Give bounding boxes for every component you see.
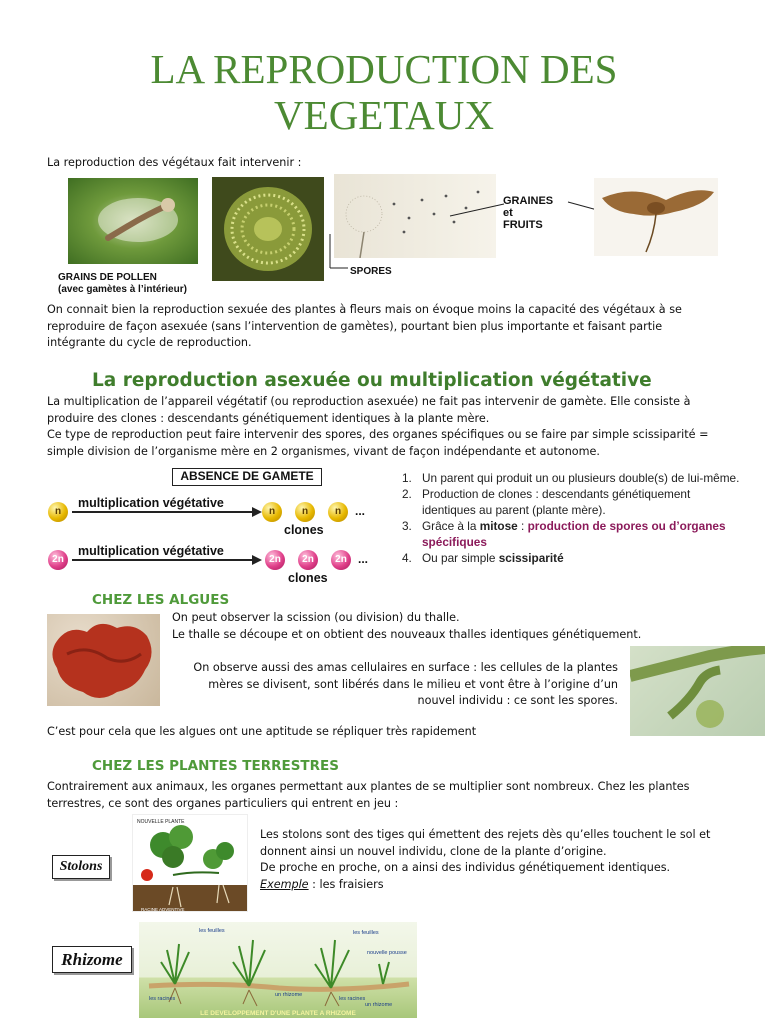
clones-label-n: clones — [284, 523, 324, 537]
diploid-clone-ball-2: 2n — [298, 550, 318, 570]
algues-text-1: On peut observer la scission (ou division) du thalle. Le thalle se découpe et on obtient des nouveaux thalles identiques génétiquement. — [172, 611, 642, 641]
absence-gamete-box: ABSENCE DE GAMETE — [172, 468, 322, 486]
rhizome-photo — [139, 922, 417, 1018]
title-line-1: LA REPRODUCTION DES — [150, 46, 618, 92]
intro-text: La reproduction des végétaux fait intervenir : — [47, 156, 302, 169]
algae-photo — [47, 614, 160, 706]
arrow-n — [72, 506, 262, 518]
rhizome-label-racines-1: les racines — [149, 996, 176, 1002]
algae-icon — [47, 614, 160, 706]
rhizome-label-racines-2: les racines — [339, 996, 366, 1002]
haploid-clone-ball-3: n — [328, 502, 348, 522]
haploid-clone-ball-2: n — [295, 502, 315, 522]
algues-text-2: On observe aussi des amas cellulaires en surface : les cellules de la plantes mères se divisent, sont libérés dans le milieu et vont être à l’origine d’un nouvel individu : ce sont les spores. — [193, 661, 618, 707]
strawberry-label-root: RACINE ADVENTIVE — [141, 907, 185, 912]
algae-microscope-photo — [630, 646, 765, 736]
diploid-clone-ball-1: 2n — [265, 550, 285, 570]
rhizome-label: Rhizome — [52, 946, 132, 973]
samara-photo — [594, 178, 718, 256]
rhizome-plant-icon — [139, 922, 417, 1018]
filament-icon — [630, 646, 765, 736]
strawberry-label-new: NOUVELLE PLANTE — [137, 819, 185, 825]
intro-paragraph: On connait bien la reproduction sexuée des plantes à fleurs mais on évoque moins la capacité des végétaux à se reproduire de façon asexuée (sans l’intervention de gamètes), pourtant bien plus importante et faisant partie intégrante du cycle de reproduction. — [47, 303, 682, 349]
step-item: 1. Un parent qui produit un ou plusieurs double(s) de lui-même. — [402, 471, 740, 485]
haploid-parent-ball: n — [48, 502, 68, 522]
step-item: 2. Production de clones : descendants génétiquement — [402, 487, 691, 501]
step-item: spécifiques — [422, 535, 487, 549]
graines-pointer-line — [448, 200, 508, 220]
mv-label-2n: multiplication végétative — [78, 544, 224, 558]
page-title — [0, 46, 768, 138]
spore-capsule-icon — [212, 177, 324, 281]
clones-label-2n: clones — [288, 571, 328, 585]
samara-icon — [594, 178, 718, 256]
rhizome-image-caption: LE DEVELOPPEMENT D'UNE PLANTE A RHIZOME — [200, 1010, 356, 1017]
pollen-photo — [68, 178, 198, 264]
rhizome-label-rhizome-2: un rhizome — [365, 1002, 393, 1008]
rhizome-label-feuilles-1: les feuilles — [199, 928, 225, 934]
diploid-parent-ball: 2n — [48, 550, 68, 570]
terrestres-text: Contrairement aux animaux, les organes permettant aux plantes de se multiplier sont nombreux. Chez les plantes terrestres, ce sont des organes particuliers qui entrent en jeu : — [47, 780, 690, 810]
haploid-dots: ... — [355, 504, 366, 518]
pollen-caption: GRAINS DE POLLEN (avec gamètes à l’intérieur) — [58, 272, 187, 295]
arrow-2n — [72, 554, 262, 566]
rhizome-label-rhizome-1: un rhizome — [275, 992, 303, 998]
haploid-clone-ball-1: n — [262, 502, 282, 522]
asexuee-paragraph: La multiplication de l’appareil végétatif (ou reproduction asexuée) ne fait pas intervenir de gamète. Elle consiste à produire des clones : descendants génétiquement identiques à la plante mère. Ce type de reproduction peut faire intervenir des spores, des organes spécifiques ou se faire par simple scissiparité = simple division de l’organisme mère en 2 organismes, vivant de façon indépendante et autonome. — [47, 395, 709, 458]
stolons-text: Les stolons sont des tiges qui émettent des rejets dès qu’elles touchent le sol et donnent ainsi un nouvel individu, clone de la plante d’origine. De proche en proche, on a ainsi des individus génétiquement identiques. Exemple : les fraisiers — [260, 828, 711, 891]
rhizome-label-feuilles-2: les feuilles — [353, 930, 379, 936]
graines-caption: GRAINES et FRUITS — [503, 195, 554, 231]
strawberry-photo — [132, 814, 248, 912]
spores-caption: SPORES — [350, 266, 392, 277]
stolons-label: Stolons — [52, 855, 110, 879]
step-item: 4. Ou par simple scissiparité — [402, 551, 564, 565]
title-line-2: VEGETAUX — [274, 92, 494, 138]
step-item: identiques au parent (plante mère). — [422, 503, 606, 517]
section-heading-asexuee: La reproduction asexuée ou multiplication végétative — [92, 370, 652, 391]
steps-list — [402, 470, 752, 566]
diploid-dots: ... — [358, 552, 369, 566]
diploid-clone-ball-3: 2n — [331, 550, 351, 570]
example-label: Exemple — [260, 877, 309, 891]
mv-label-n: multiplication végétative — [78, 496, 224, 510]
strawberry-label-stolon: STOLON — [197, 877, 218, 883]
heading-plantes-terrestres: CHEZ LES PLANTES TERRESTRES — [92, 758, 339, 774]
spores-photo — [212, 177, 324, 281]
pollen-icon — [68, 178, 198, 264]
heading-algues: CHEZ LES ALGUES — [92, 592, 230, 608]
rhizome-label-nouvelle: nouvelle pousse — [367, 950, 407, 956]
strawberry-plant-icon — [133, 815, 248, 912]
algues-conclusion: C’est pour cela que les algues ont une aptitude se répliquer très rapidement — [47, 725, 477, 738]
step-item: 3. Grâce à la mitose : production de spores ou d’organes — [402, 519, 726, 533]
